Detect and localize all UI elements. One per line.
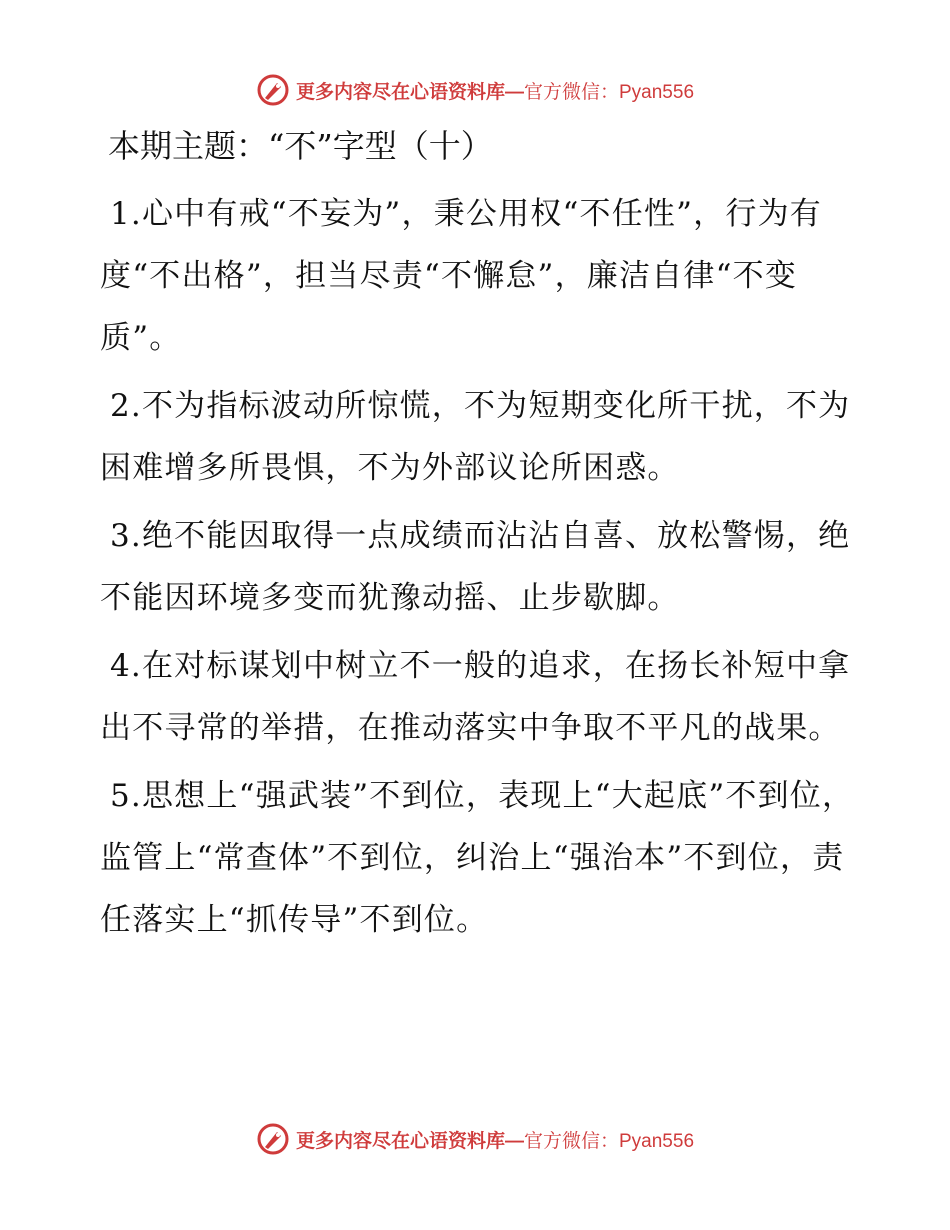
banner-text: 更多内容尽在心语资料库—: [295, 1130, 524, 1152]
pen-nib-icon: [256, 1122, 290, 1156]
document-body: [100, 115, 860, 957]
list-item: 3.绝不能因取得一点成绩而沾沾自喜、放松警惕，绝不能因环境多变而犹豫动摇、止步歇脚。: [100, 518, 851, 616]
list-item: 5.思想上“强武装”不到位，表现上“大起底”不到位，监管上“常查体”不到位，纠治上“强治本”不到位，责任落实上“抓传导”不到位。: [100, 778, 855, 938]
banner-text: 更多内容尽在心语资料库—: [295, 81, 524, 103]
page-title: 本期主题：“不”字型（十）: [108, 127, 493, 165]
header-banner: [0, 70, 950, 110]
pen-nib-icon: [256, 73, 290, 107]
list-item: 1.心中有戒“不妄为”，秉公用权“不任性”，行为有度“不出格”，担当尽责“不懈怠”，廉洁自律“不变质”。: [100, 196, 822, 356]
banner-contact: 官方微信：Pyan556: [524, 81, 695, 103]
banner-contact: 官方微信：Pyan556: [524, 1130, 695, 1152]
list-item: 4.在对标谋划中树立不一般的追求，在扬长补短中拿出不寻常的举措，在推动落实中争取不平凡的战果。: [100, 648, 851, 746]
footer-banner: [0, 1119, 950, 1159]
list-item: 2.不为指标波动所惊慌，不为短期变化所干扰，不为困难增多所畏惧，不为外部议论所困惑。: [100, 388, 851, 486]
